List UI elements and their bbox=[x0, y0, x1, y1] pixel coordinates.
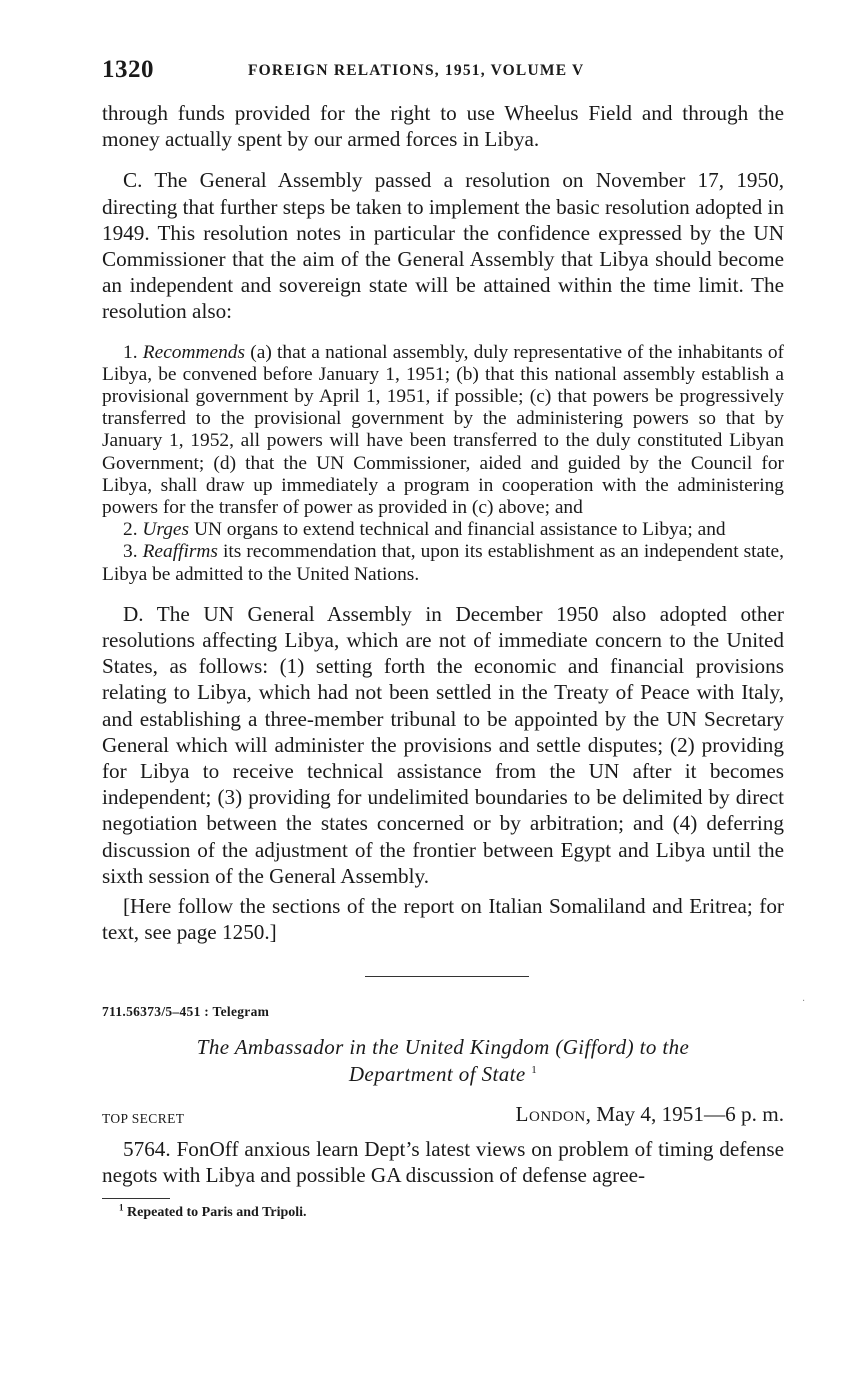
classification-row bbox=[102, 1102, 784, 1130]
continuation-paragraph: through funds provided for the right to use Wheelus Field and through the money actually spent by our armed forces in Libya. bbox=[102, 101, 784, 152]
resolution-item-number: 3. bbox=[123, 541, 138, 563]
document-heading bbox=[102, 1034, 784, 1088]
resolution-item bbox=[102, 342, 784, 520]
paragraph-d: D. The UN General Assembly in December 1950 also adopted other resolutions affecting Libya, which are not of immediate concern to the United States, as follows: (1) setting forth the economic and financial provisions relating to Libya, which had not been settled in the Treaty of Peace with Italy, and establishing a three-member tribunal to be appointed by the UN Secretary General which will administer the provisions and settle disputes; (2) providing for Libya to receive technical assistance from the UN after it becomes independent; (3) providing for undelimited boundaries to be delimited by direct negotiation between the states concerned or by arbitration; and (4) deferring discussion of the adjustment of the frontier between Egypt and Libya until the sixth session of the General Assembly. bbox=[102, 601, 784, 888]
resolution-item bbox=[102, 519, 784, 541]
resolution-item bbox=[102, 541, 784, 585]
resolution-item-text: UN organs to extend technical and financial assistance to Libya; and bbox=[193, 519, 726, 541]
footnote-marker: 1 bbox=[119, 1202, 124, 1213]
running-head bbox=[102, 56, 784, 90]
editorial-note: [Here follow the sections of the report on Italian Somaliland and Eritrea; for text, see page 1250.] bbox=[102, 894, 784, 945]
footnote-text: Repeated to Paris and Tripoli. bbox=[127, 1204, 307, 1220]
dateline bbox=[516, 1102, 784, 1127]
running-title: FOREIGN RELATIONS, 1951, VOLUME V bbox=[248, 62, 585, 79]
document-heading-recipient: Department of State bbox=[348, 1061, 526, 1086]
footnote-rule bbox=[102, 1198, 170, 1199]
dateline-date: , May 4, 1951—6 p. m. bbox=[585, 1101, 784, 1126]
page-number: 1320 bbox=[102, 56, 154, 83]
resolution-item-verb: Urges bbox=[142, 519, 190, 541]
paragraph-c: C. The General Assembly passed a resolution on November 17, 1950, directing that further steps be taken to implement the basic resolution adopted in 1949. This resolution notes in particular the confidence expressed by the UN Commissioner that the aim of the General Assembly that Libya should become an independent and sovereign state will be attained within the time limit. The resolution also: bbox=[102, 168, 784, 324]
resolution-item-number: 2. bbox=[123, 519, 138, 541]
dateline-place: London bbox=[515, 1101, 586, 1126]
classification-label: TOP SECRET bbox=[102, 1110, 185, 1126]
resolution-item-text: (a) that a national assembly, duly representative of the inhabitants of Libya, be convened before January 1, 1951; (b) that this national assembly establish a provisional government by April 1, 1951, if possible; (c) that powers be progressively transferred to the provisional government by the administering powers so that by January 1, 1952, all powers will have been transferred to the duly constituted Libyan Government; (d) that the UN Commissioner, aided and guided by the Council for Libya, shall draw up immediately a program in cooperation with the administering powers for the transfer of power as provided in (c) above; and bbox=[102, 341, 784, 519]
document-heading-line bbox=[102, 1061, 784, 1088]
document-file-number: 711.56373/5–451 : Telegram bbox=[102, 1003, 270, 1019]
resolution-item-verb: Recommends bbox=[142, 341, 246, 363]
document-page bbox=[102, 56, 784, 1221]
resolution-list bbox=[102, 342, 784, 586]
document-heading-line: The Ambassador in the United Kingdom (Gifford) to the bbox=[196, 1034, 690, 1059]
resolution-item-verb: Reaffirms bbox=[142, 541, 218, 563]
resolution-item-text: its recommendation that, upon its establishment as an independent state, Libya be admitted to the United Nations. bbox=[102, 541, 784, 585]
telegram-text: 5764. FonOff anxious learn Dept’s latest views on problem of timing defense negots with Libya and possible GA discussion of defense agree- bbox=[102, 1136, 784, 1187]
resolution-item-number: 1. bbox=[123, 341, 138, 363]
section-divider bbox=[365, 976, 529, 977]
footnote bbox=[102, 1202, 784, 1221]
footnote-reference: 1 bbox=[531, 1063, 538, 1076]
stray-mark: · bbox=[802, 996, 806, 1007]
